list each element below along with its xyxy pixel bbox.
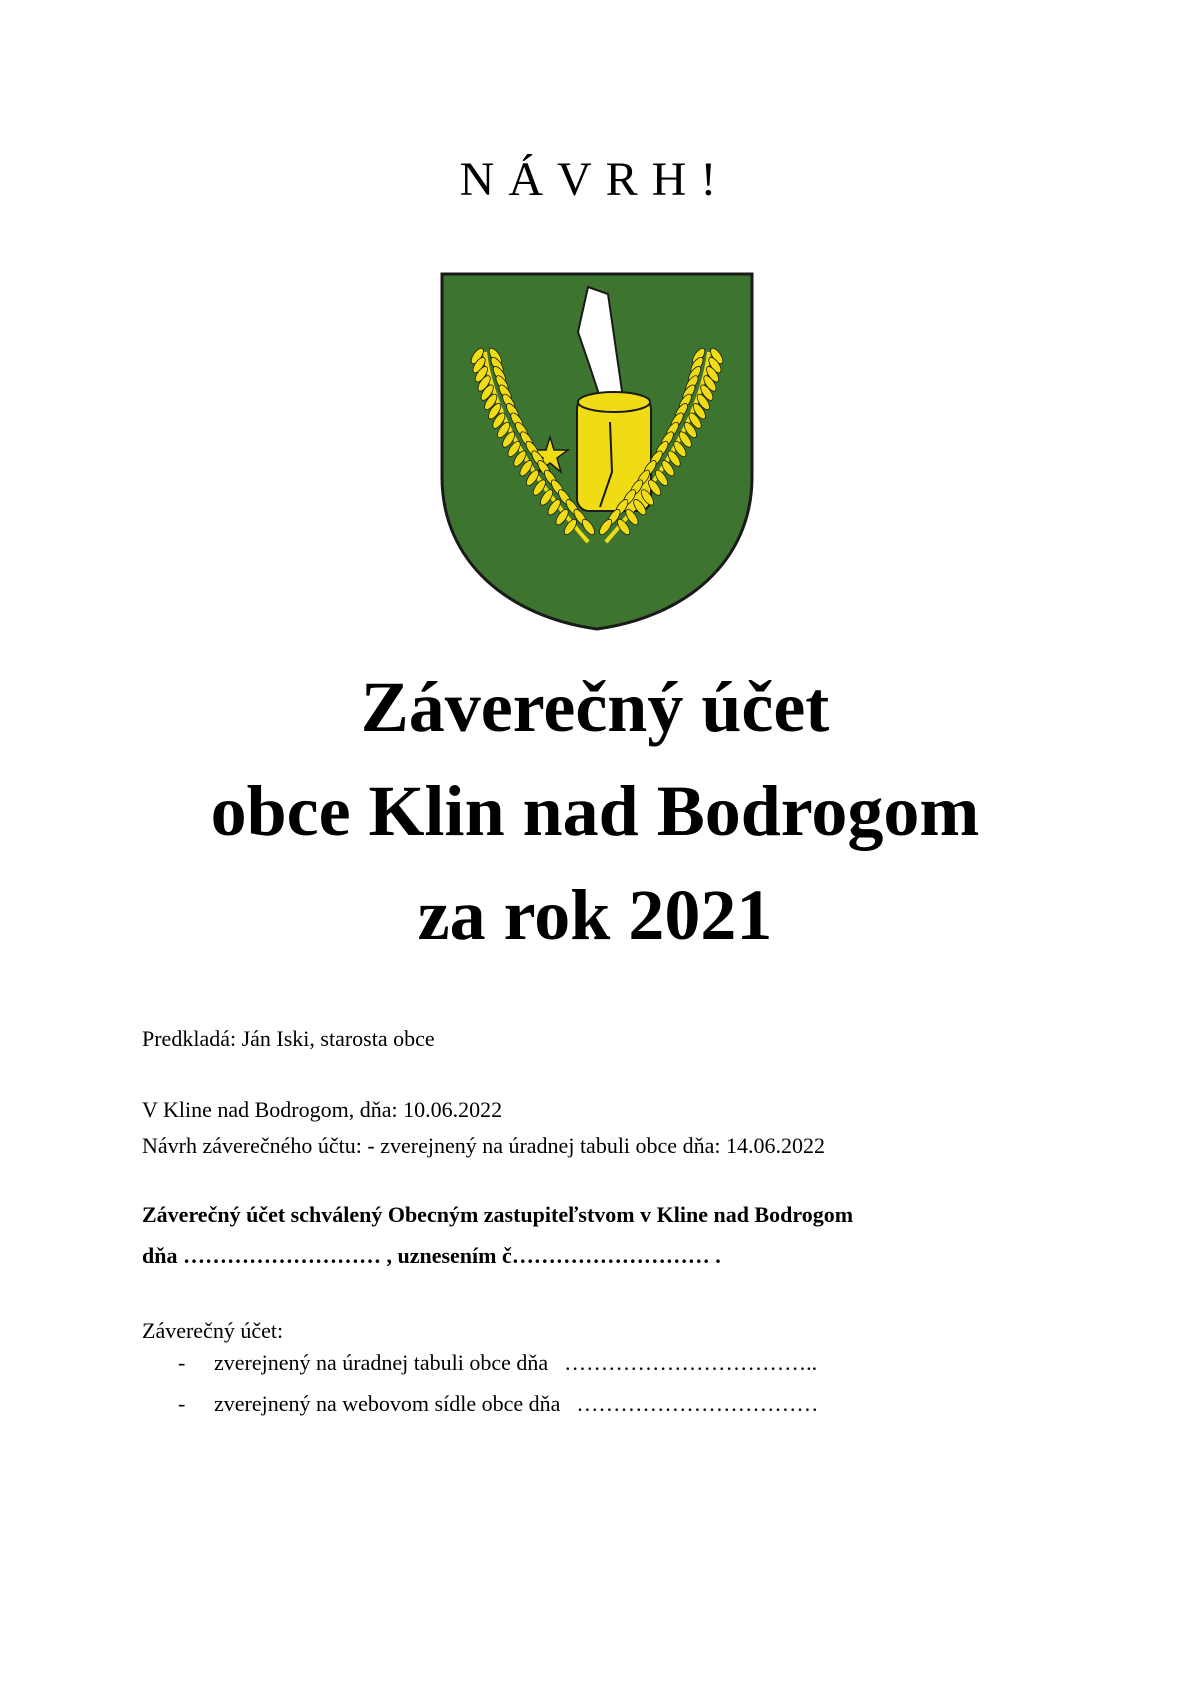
bullet-dash: - — [178, 1350, 186, 1375]
title-line-2: obce Klin nad Bodrogom — [210, 771, 980, 851]
submitted-by: Predkladá: Ján Iski, starosta obce — [142, 1026, 435, 1051]
publication-item-text: zverejnený na webovom sídle obce dňa — [214, 1391, 561, 1416]
approval-line-2: dňa ……………………… , uznesením č……………………… . — [142, 1243, 721, 1268]
publication-item-dots: …………………………… — [576, 1391, 819, 1416]
title-line-1: Záverečný účet — [360, 667, 830, 747]
bullet-dash: - — [178, 1391, 186, 1416]
publication-item — [178, 1389, 818, 1419]
draft-label: NÁVRH! — [459, 153, 731, 206]
document-title — [0, 655, 1190, 967]
draft-published: Návrh záverečného účtu: - zverejnený na úradnej tabuli obce dňa: 14.06.2022 — [142, 1133, 825, 1158]
publication-item — [178, 1348, 817, 1378]
coat-of-arms — [440, 272, 754, 632]
publication-heading: Záverečný účet: — [142, 1318, 284, 1343]
place-date: V Kline nad Bodrogom, dňa: 10.06.2022 — [142, 1097, 503, 1122]
publication-item-dots: …………………………….. — [564, 1350, 818, 1375]
publication-item-text: zverejnený na úradnej tabuli obce dňa — [214, 1350, 549, 1375]
approval-line-1: Záverečný účet schválený Obecným zastupiteľstvom v Kline nad Bodrogom — [142, 1202, 854, 1227]
title-line-3: za rok 2021 — [417, 875, 773, 955]
